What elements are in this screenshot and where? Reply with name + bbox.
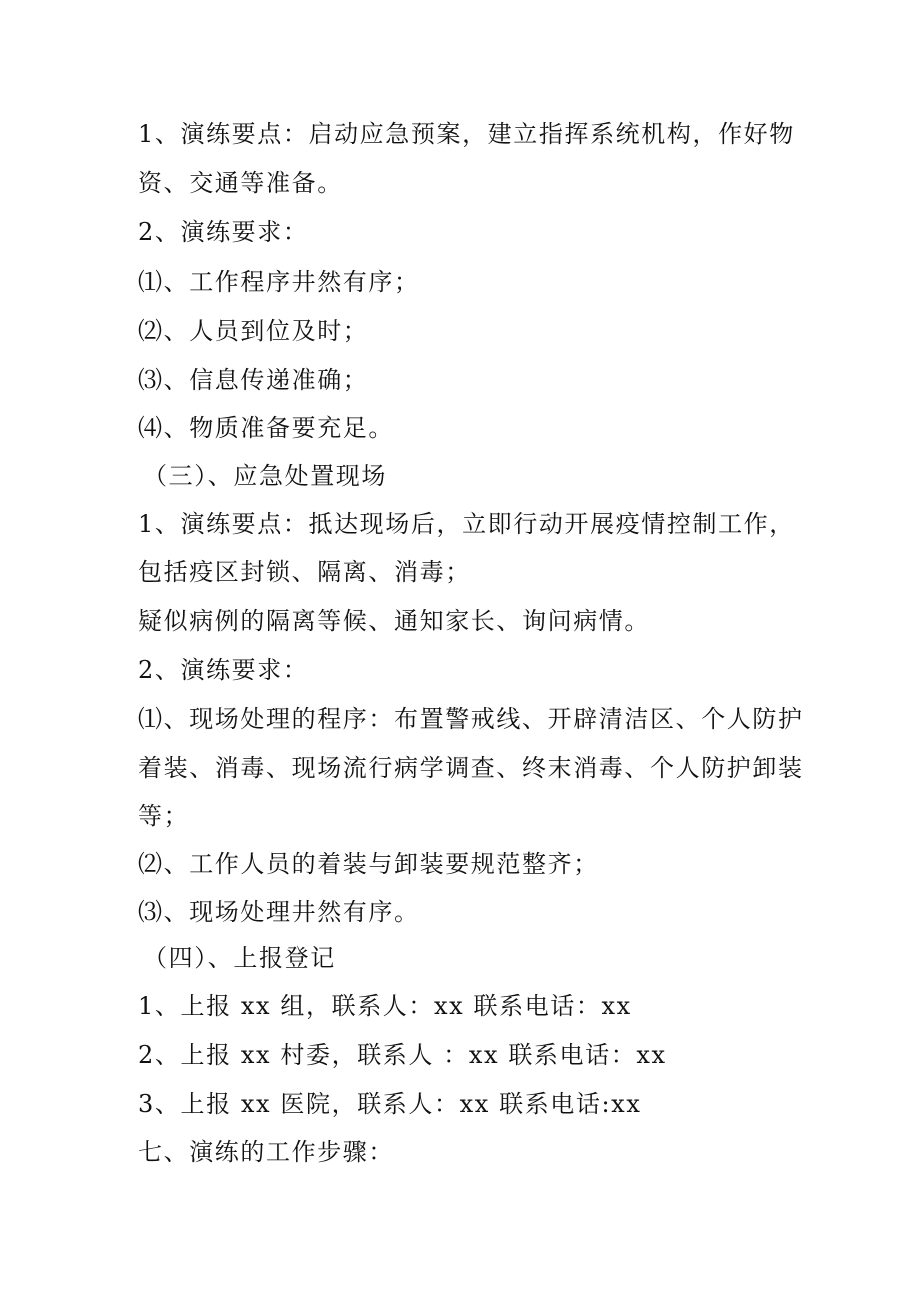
text-line: 1、演练要点：抵达现场后，立即行动开展疫情控制工作， [138,510,795,538]
text-line: 着装、消毒、现场流行病学调查、终末消毒、个人防护卸装 [138,754,804,782]
section-heading: （四）、上报登记 [143,944,336,972]
text-line: 资、交通等准备。 [138,169,343,197]
text-line: ⑷、物质准备要充足。 [138,414,394,442]
text-line: 2、上报 xx 村委，联系人 ：xx 联系电话：xx [138,1041,667,1069]
text-line: 1、演练要点：启动应急预案，建立指挥系统机构，作好物 [138,120,795,148]
text-line: 3、上报 xx 医院，联系人：xx 联系电话:xx [138,1090,642,1118]
text-line: ⑴、工作程序井然有序； [138,268,420,296]
text-line: 等； [138,802,190,830]
text-line: 2、演练要求： [138,218,309,246]
text-line: ⑵、工作人员的着装与卸装要规范整齐； [138,850,599,878]
text-line: 1、上报 xx 组，联系人：xx 联系电话：xx [138,992,632,1020]
text-line: 七、演练的工作步骤： [138,1138,394,1166]
text-line: 包括疫区封锁、隔离、消毒； [138,558,471,586]
text-line: ⑶、信息传递准确； [138,366,369,394]
text-line: 2、演练要求： [138,656,309,684]
text-line: ⑵、人员到位及时； [138,317,369,345]
section-heading: （三）、应急处置现场 [143,462,387,490]
text-line: ⑴、现场处理的程序：布置警戒线、开辟清洁区、个人防护 [138,705,804,733]
text-line: 疑似病例的隔离等候、通知家长、询问病情。 [138,607,650,635]
text-line: ⑶、现场处理井然有序。 [138,898,420,926]
